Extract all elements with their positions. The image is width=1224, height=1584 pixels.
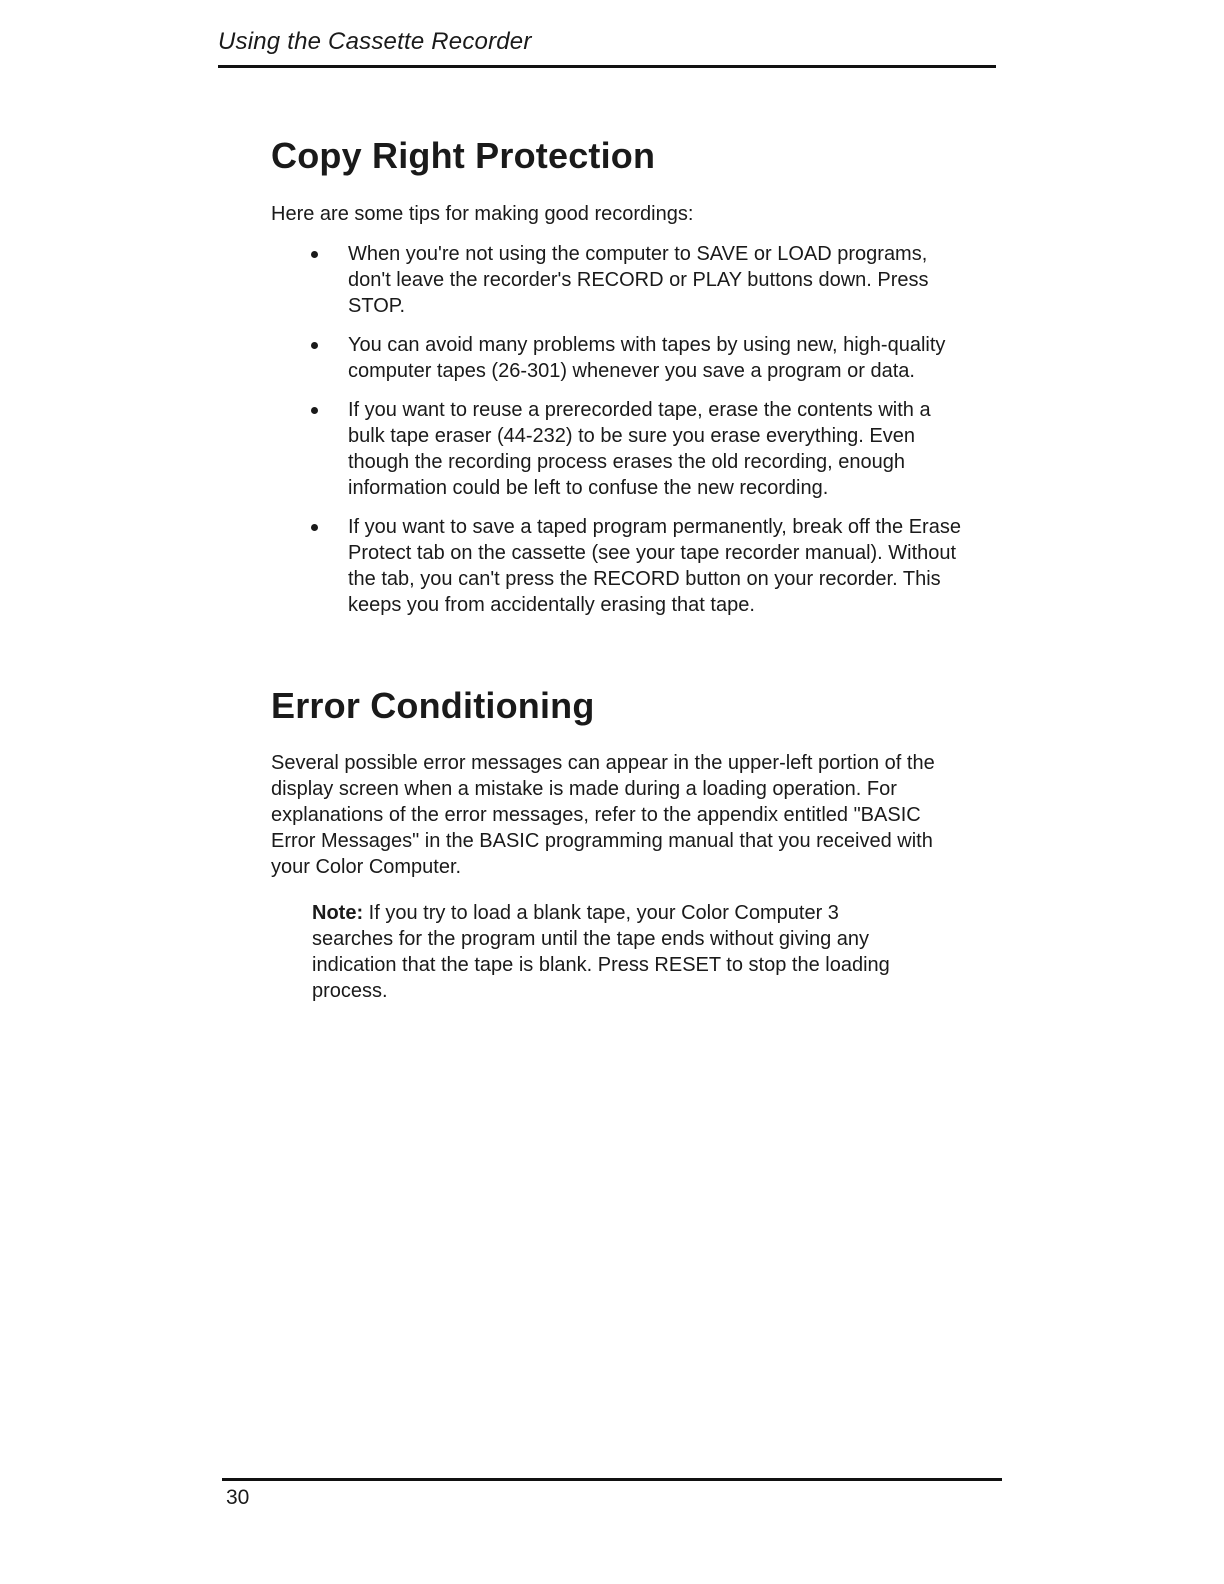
note-block	[312, 900, 912, 1004]
section-heading: Error Conditioning	[271, 685, 595, 726]
footer-rule	[222, 1478, 1002, 1481]
running-head-title: Using the Cassette Recorder	[218, 28, 532, 55]
error-conditioning-section	[271, 680, 961, 1004]
copy-right-protection-section	[271, 130, 961, 618]
list-item	[271, 397, 961, 501]
header-rule	[218, 65, 996, 68]
list-item	[271, 514, 961, 618]
tips-list	[271, 241, 961, 618]
page-content	[271, 130, 961, 1024]
page-number: 30	[226, 1486, 250, 1509]
section-heading: Copy Right Protection	[271, 135, 656, 176]
list-item-text: You can avoid many problems with tapes by using new, high-quality computer tapes (26-301) whenever you save a program or data.	[348, 334, 946, 382]
bullet-icon	[311, 342, 318, 349]
list-item-text: When you're not using the computer to SAVE or LOAD programs, don't leave the recorder's RECORD or PLAY buttons down. Press STOP.	[348, 243, 929, 317]
bullet-icon	[311, 524, 318, 531]
section-paragraph: Several possible error messages can appear in the upper-left portion of the display screen when a mistake is made during a loading operation. For explanations of the error messages, refer to the appendix entitled "BASIC Error Messages" in the BASIC programming manual that you received with your Color Computer.	[271, 752, 935, 878]
section-intro: Here are some tips for making good recordings:	[271, 203, 694, 225]
list-item-text: If you want to save a taped program permanently, break off the Erase Protect tab on the cassette (see your tape recorder manual). Without the tab, you can't press the RECORD button on your recorder. This keeps you from accidentally erasing that tape.	[348, 516, 961, 616]
note-text: If you try to load a blank tape, your Color Computer 3 searches for the program until the tape ends without giving any indication that the tape is blank. Press RESET to stop the loading process.	[312, 902, 890, 1002]
list-item	[271, 241, 961, 319]
bullet-icon	[311, 251, 318, 258]
list-item-text: If you want to reuse a prerecorded tape, erase the contents with a bulk tape eraser (44-232) to be sure you erase everything. Even though the recording process erases the old recording, enough information could be left to confuse the new recording.	[348, 399, 931, 499]
bullet-icon	[311, 407, 318, 414]
list-item	[271, 332, 961, 384]
note-label: Note:	[312, 902, 364, 924]
